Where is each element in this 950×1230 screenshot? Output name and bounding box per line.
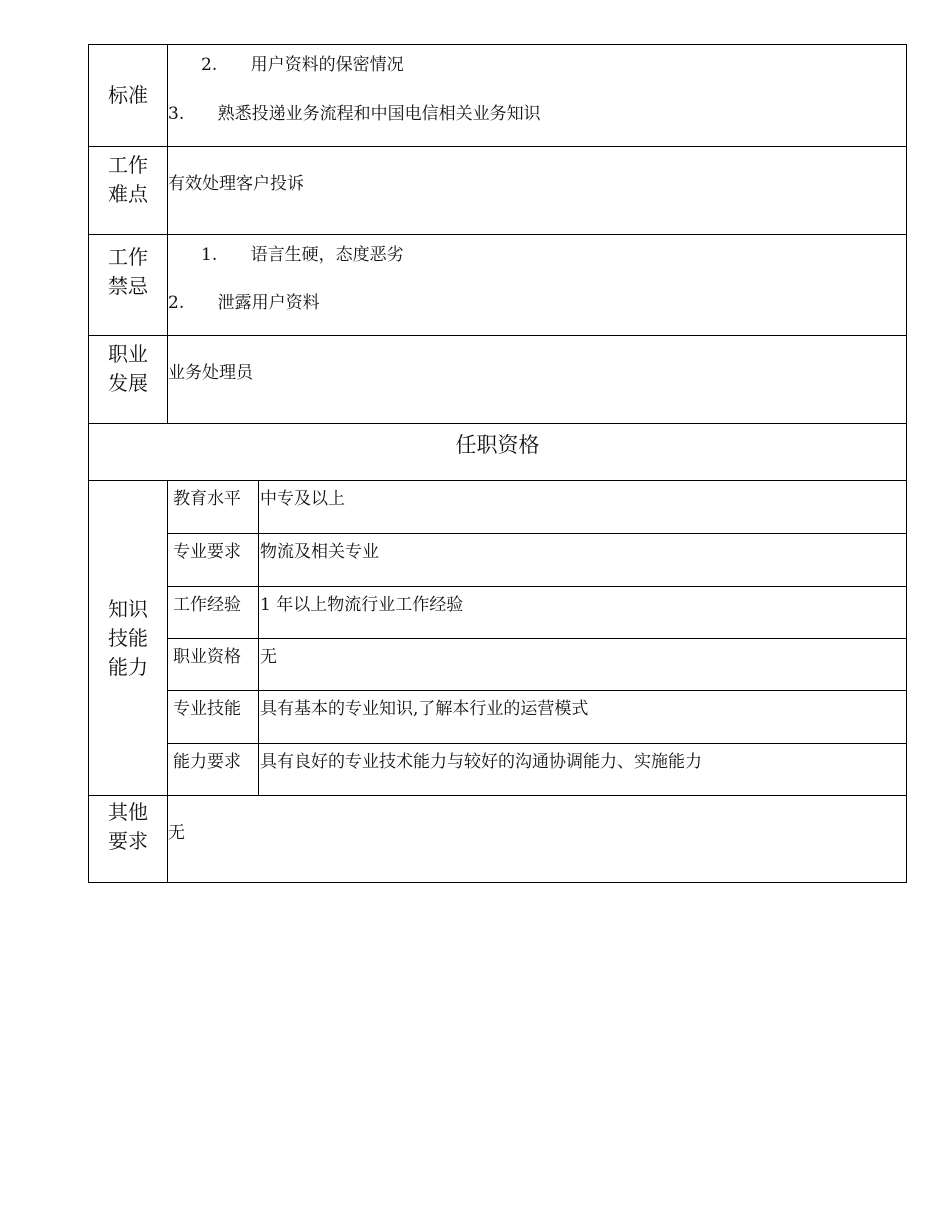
row-career (88, 335, 907, 423)
row-taboo (88, 234, 907, 335)
list-item: 2. 用户资料的保密情况 (201, 55, 404, 75)
list-item: 2. 泄露用户资料 (168, 293, 320, 313)
content-other: 无 (168, 823, 185, 843)
table-row: 教育水平 中专及以上 (168, 481, 906, 533)
row-other (88, 795, 907, 883)
label-difficulty: 工作难点 (89, 147, 168, 234)
content-taboo (168, 235, 906, 335)
list-item: 3. 熟悉投递业务流程和中国电信相关业务知识 (168, 104, 541, 124)
row-standard (88, 44, 907, 146)
label-career: 职业发展 (89, 336, 168, 423)
label-standard: 标准 (89, 45, 168, 146)
content-difficulty: 有效处理客户投诉 (168, 174, 304, 194)
qualifications-title: 任职资格 (455, 433, 540, 457)
qualifications-header (88, 423, 907, 480)
label-knowledge-skills: 知识技能能力 (89, 481, 168, 795)
label-other: 其他要求 (89, 796, 168, 882)
row-difficulty (88, 146, 907, 234)
row-knowledge-skills (88, 480, 907, 795)
table-row: 工作经验 1 年以上物流行业工作经验 (168, 586, 906, 638)
table-row: 专业要求 物流及相关专业 (168, 533, 906, 585)
job-description-table (88, 44, 907, 883)
content-standard (168, 45, 906, 146)
qualifications-subtable (168, 481, 906, 795)
content-career: 业务处理员 (168, 363, 253, 383)
table-row: 职业资格 无 (168, 638, 906, 690)
list-item: 1. 语言生硬，态度恶劣 (201, 245, 404, 265)
table-row: 能力要求 具有良好的专业技术能力与较好的沟通协调能力、实施能力 (168, 743, 906, 795)
table-row: 专业技能 具有基本的专业知识,了解本行业的运营模式 (168, 690, 906, 742)
label-taboo: 工作禁忌 (89, 235, 168, 335)
